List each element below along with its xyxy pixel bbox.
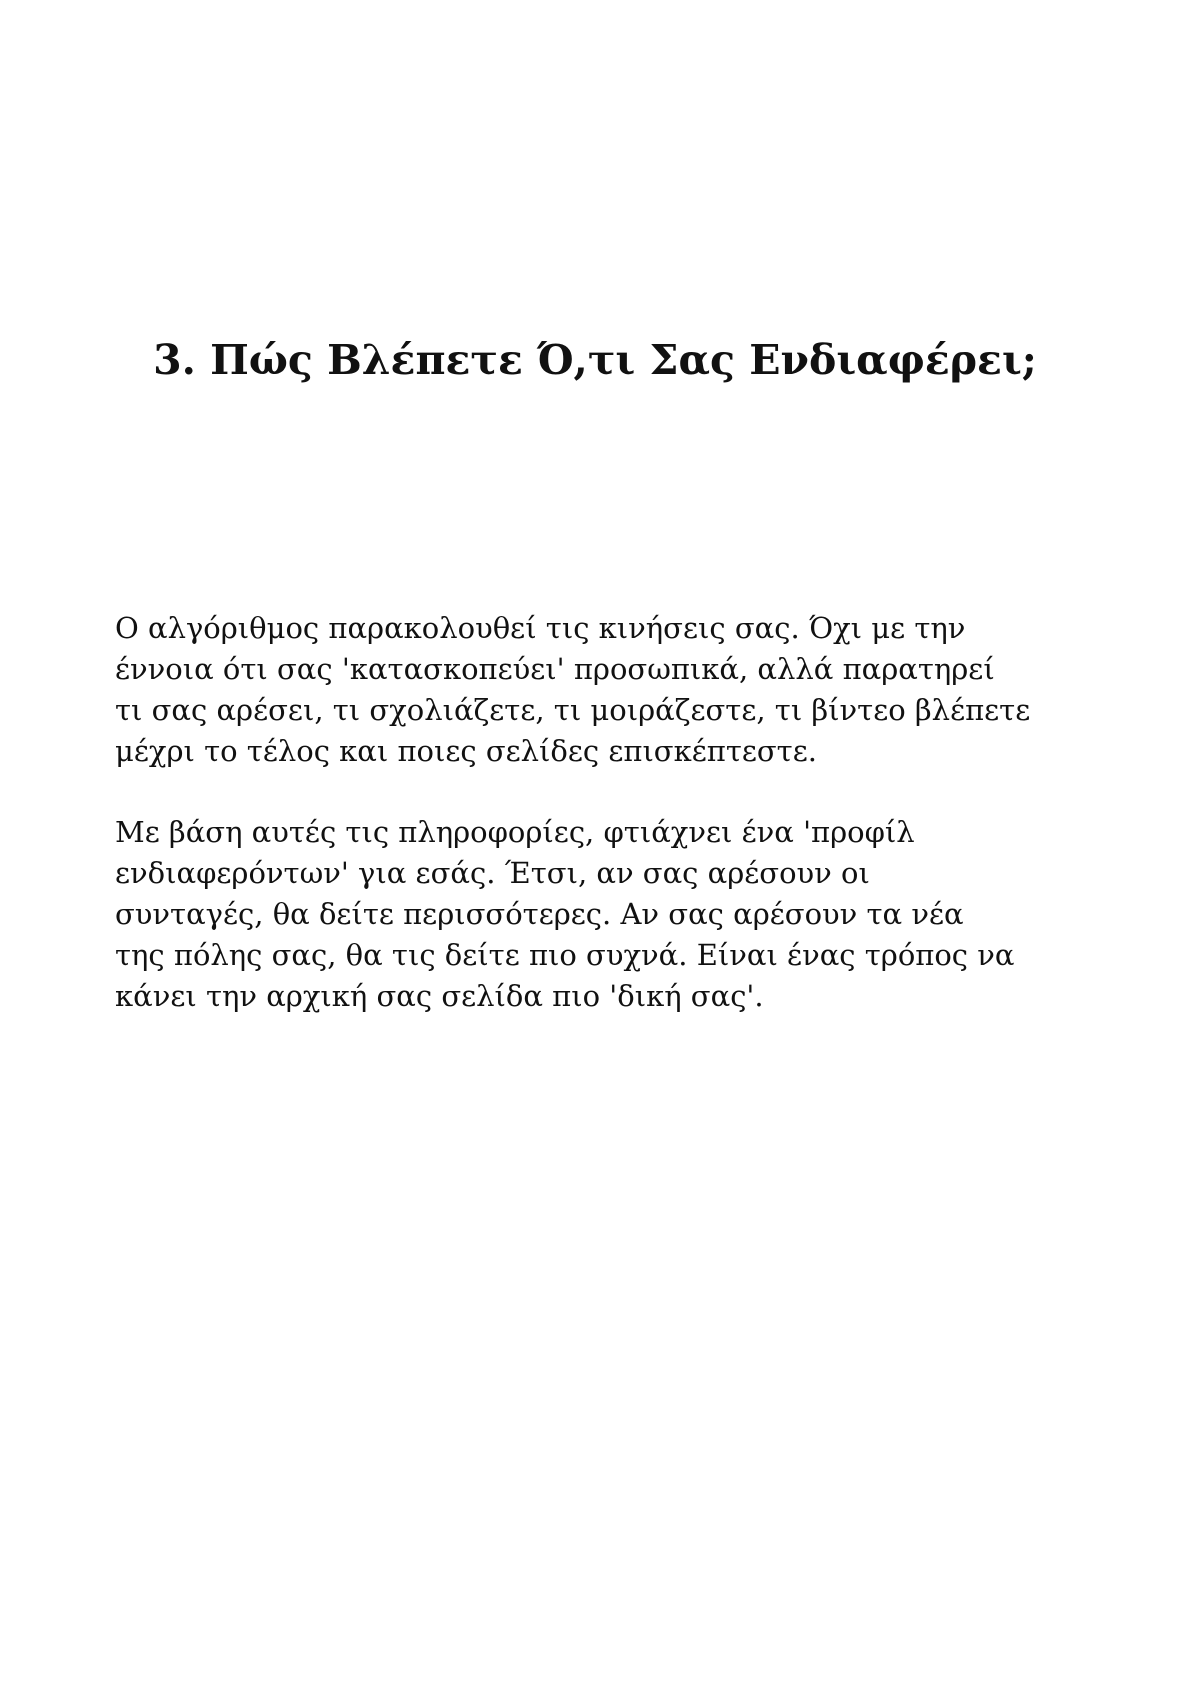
paragraph-line: κάνει την αρχική σας σελίδα πιο 'δική σας'. — [115, 979, 764, 1013]
section-heading: 3. Πώς Βλέπετε Ό,τι Σας Ενδιαφέρει; — [153, 336, 1037, 384]
paragraph-line: Με βάση αυτές τις πληροφορίες, φτιάχνει ένα 'προφίλ — [115, 815, 915, 849]
paragraph-line: έννοια ότι σας 'κατασκοπεύει' προσωπικά, αλλά παρατηρεί — [115, 652, 995, 686]
paragraph-line: συνταγές, θα δείτε περισσότερες. Αν σας αρέσουν τα νέα — [115, 897, 964, 931]
paragraph-1 — [115, 608, 1095, 772]
paragraph-line: μέχρι το τέλος και ποιες σελίδες επισκέπτεστε. — [115, 734, 817, 768]
paragraph-line: Ο αλγόριθμος παρακολουθεί τις κινήσεις σας. Όχι με την — [115, 611, 966, 645]
paragraph-line: τι σας αρέσει, τι σχολιάζετε, τι μοιράζεστε, τι βίντεο βλέπετε — [115, 693, 1031, 727]
paragraph-line: ενδιαφερόντων' για εσάς. Έτσι, αν σας αρέσουν οι — [115, 856, 870, 890]
paragraph-2 — [115, 812, 1095, 1017]
paragraph-line: της πόλης σας, θα τις δείτε πιο συχνά. Είναι ένας τρόπος να — [115, 938, 1015, 972]
